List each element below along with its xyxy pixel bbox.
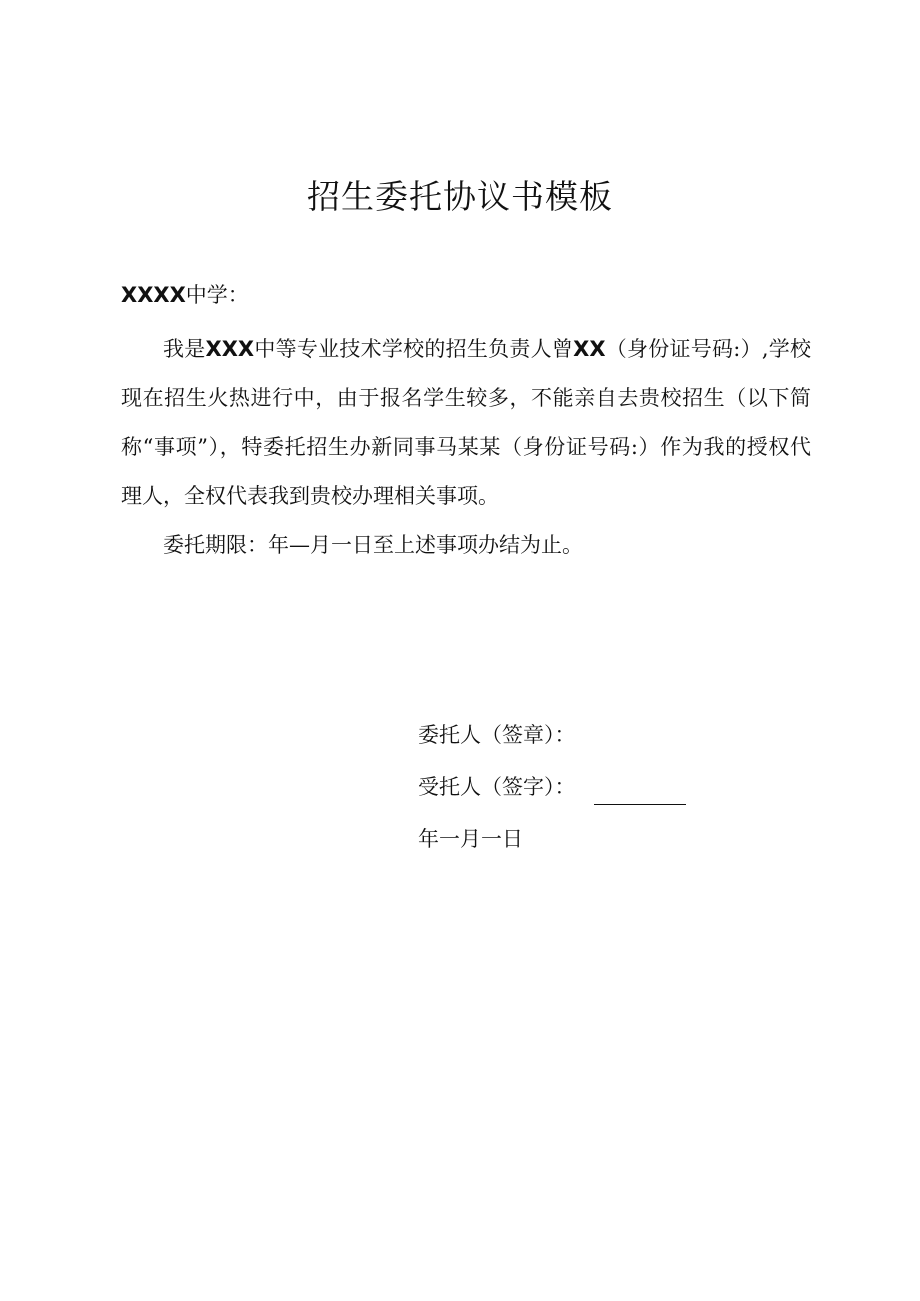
signature-date: 年一月一日 [418, 827, 523, 851]
authorization-paragraph [121, 325, 811, 521]
letter-body [121, 325, 811, 570]
principal-name-mark: XX [573, 337, 606, 361]
authorization-text-middle: 中等专业技术学校的招生负责人曾 [254, 337, 574, 361]
addressee-school-mark: XXXX [121, 283, 186, 307]
authorization-text-start: 我是 [163, 337, 206, 361]
signature-date-line [418, 821, 686, 873]
authorization-text-end: （身份证号码:）,学校现在招生火热进行中，由于报名学生较多，不能亲自去贵校招生（以下简称“事项”），特委托招生办新同事马某某（身份证号码:）作为我的授权代理人，全权代表我到贵校办理相关事项。 [121, 337, 812, 508]
signature-block [418, 717, 686, 873]
school-name-mark: XXX [205, 337, 255, 361]
agent-signature-label: 受托人（签字）： [418, 775, 576, 799]
term-paragraph: 委托期限：年—月一日至上述事项办结为止。 [163, 533, 583, 557]
addressee-school-suffix: 中学： [185, 283, 249, 307]
addressee-line [121, 277, 249, 313]
principal-signature-line [418, 717, 686, 769]
document-title: 招生委托协议书模板 [307, 177, 613, 216]
agent-signature-blank [594, 780, 686, 805]
principal-signature-label: 委托人（签章）： [418, 723, 576, 747]
agent-signature-line [418, 769, 686, 821]
